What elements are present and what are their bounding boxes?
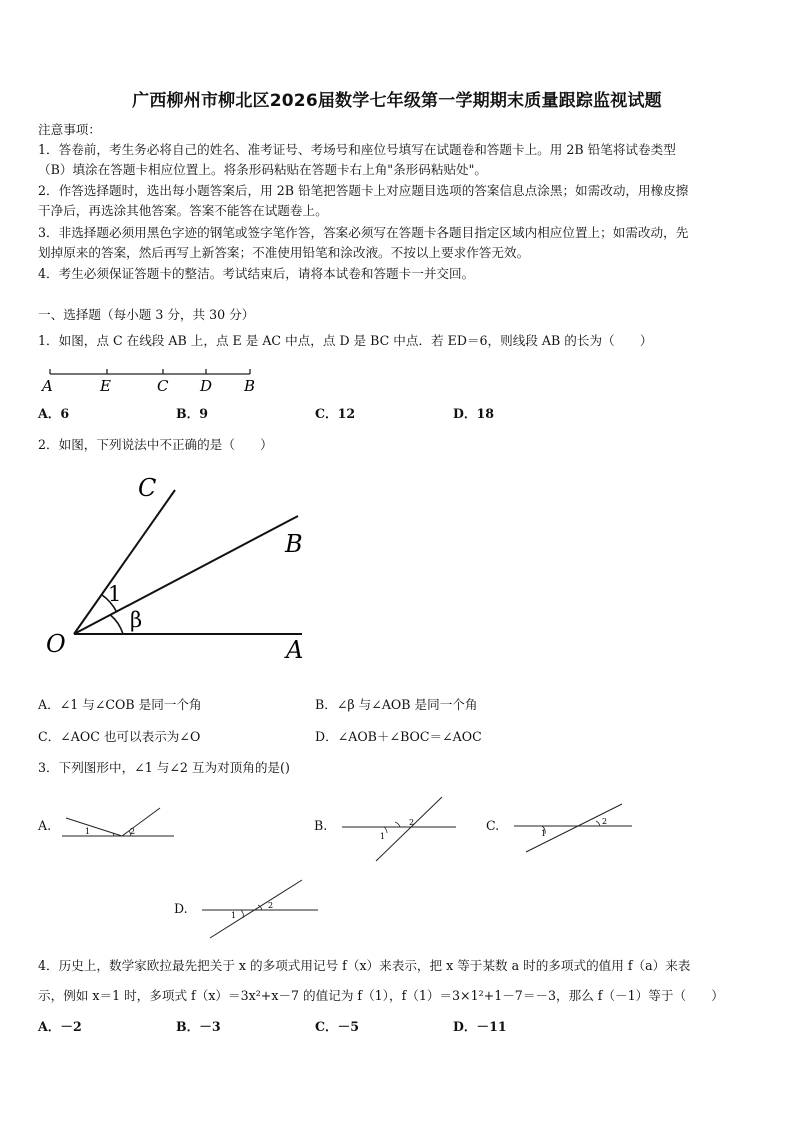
q3-b-angle-2: 2 [409, 818, 415, 827]
q4-option-b: B．－3 [176, 1019, 221, 1034]
ray-label-c: C [138, 474, 157, 502]
q1-option-b: B．9 [176, 406, 209, 421]
point-label-d: D [200, 377, 213, 395]
notice-item-1-line-2: （B）填涂在答题卡相应位置上。将条形码粘贴在答题卡右上角"条形码粘贴处"。 [38, 162, 488, 177]
q3-option-c-label: C. [486, 818, 500, 833]
q3-d-angle-1: 1 [231, 911, 237, 920]
page-title: 广西柳州市柳北区2026届数学七年级第一学期期末质量跟踪监视试题 [132, 91, 662, 111]
notice-item-3-line-1: 3．非选择题必须用黑色字迹的钢笔或签字笔作答，答案必须写在答题卡各题目指定区域内相应位置上；如需改动，先 [38, 225, 689, 240]
q2-option-b: B．∠β 与∠AOB 是同一个角 [315, 697, 478, 712]
notice-item-4: 4．考生必须保证答题卡的整洁。考试结束后，请将本试卷和答题卡一并交回。 [38, 266, 475, 281]
q3-option-d-label: D. [174, 901, 188, 916]
q3-figure-b [338, 795, 463, 865]
question-4-line-2: 示，例如 x＝1 时，多项式 f（x）＝3x²+x－7 的值记为 f（1），f（1）＝3×1²+1－7＝－3，那么 f（－1）等于（ ） [38, 988, 724, 1003]
q2-option-a: A．∠1 与∠COB 是同一个角 [38, 697, 202, 712]
q3-option-b-label: B. [314, 818, 328, 833]
notice-heading: 注意事项： [38, 122, 101, 137]
q2-option-d: D．∠AOB＋∠BOC＝∠AOC [315, 729, 482, 744]
ray-label-a: A [286, 636, 304, 664]
ray-label-b: B [285, 530, 303, 558]
notice-item-3-line-2: 划掉原来的答案，然后再写上新答案；不准使用铅笔和涂改液。不按以上要求作答无效。 [38, 245, 530, 260]
point-label-b: B [244, 377, 256, 395]
notice-item-1-line-1: 1．答卷前，考生务必将自己的姓名、准考证号、考场号和座位号填写在试题卷和答题卡上。用 2B 铅笔将试卷类型 [38, 142, 676, 157]
notice-item-2-line-1: 2．作答选择题时，选出每小题答案后，用 2B 铅笔把答题卡上对应题目选项的答案信息点涂黑；如需改动，用橡皮擦 [38, 183, 689, 198]
q3-d-angle-2: 2 [268, 901, 274, 910]
q4-option-d: D．－11 [453, 1019, 507, 1034]
point-label-a: A [42, 377, 53, 395]
q1-option-a: A．6 [38, 406, 70, 421]
q3-figure-c [510, 800, 635, 858]
q2-option-c: C．∠AOC 也可以表示为∠O [38, 729, 201, 744]
q4-option-c: C．－5 [315, 1019, 359, 1034]
vertex-label-o: O [46, 630, 66, 658]
q3-c-angle-1: 1 [541, 829, 547, 838]
q3-a-angle-2: 2 [130, 827, 136, 836]
angle-label-beta: β [130, 608, 143, 632]
point-label-e: E [100, 377, 111, 395]
q1-option-d: D．18 [453, 406, 495, 421]
q3-figure-d [198, 876, 323, 942]
q3-figure-a [58, 800, 178, 845]
question-2-stem: 2．如图，下列说法中不正确的是（ ） [38, 437, 273, 452]
point-label-c: C [157, 377, 169, 395]
segment-figure [38, 362, 268, 396]
q3-option-a-label: A. [38, 818, 52, 833]
angle-figure [40, 470, 320, 670]
question-3-stem: 3．下列图形中，∠1 与∠2 互为对顶角的是() [38, 760, 290, 775]
q3-b-angle-1: 1 [380, 832, 386, 841]
q3-c-angle-2: 2 [602, 817, 608, 826]
q1-option-c: C．12 [315, 406, 356, 421]
question-4-line-1: 4．历史上，数学家欧拉最先把关于 x 的多项式用记号 f（x）来表示，把 x 等于某数 a 时的多项式的值用 f（a）来表 [38, 958, 691, 973]
q3-a-angle-1: 1 [85, 827, 91, 836]
q4-option-a: A．－2 [38, 1019, 82, 1034]
notice-item-2-line-2: 干净后，再选涂其他答案。答案不能答在试题卷上。 [38, 203, 328, 218]
question-1-stem: 1．如图，点 C 在线段 AB 上，点 E 是 AC 中点，点 D 是 BC 中点．若 ED＝6，则线段 AB 的长为（ ） [38, 333, 653, 348]
section-heading: 一、选择题（每小题 3 分，共 30 分） [38, 307, 255, 322]
angle-label-1: 1 [108, 582, 122, 606]
